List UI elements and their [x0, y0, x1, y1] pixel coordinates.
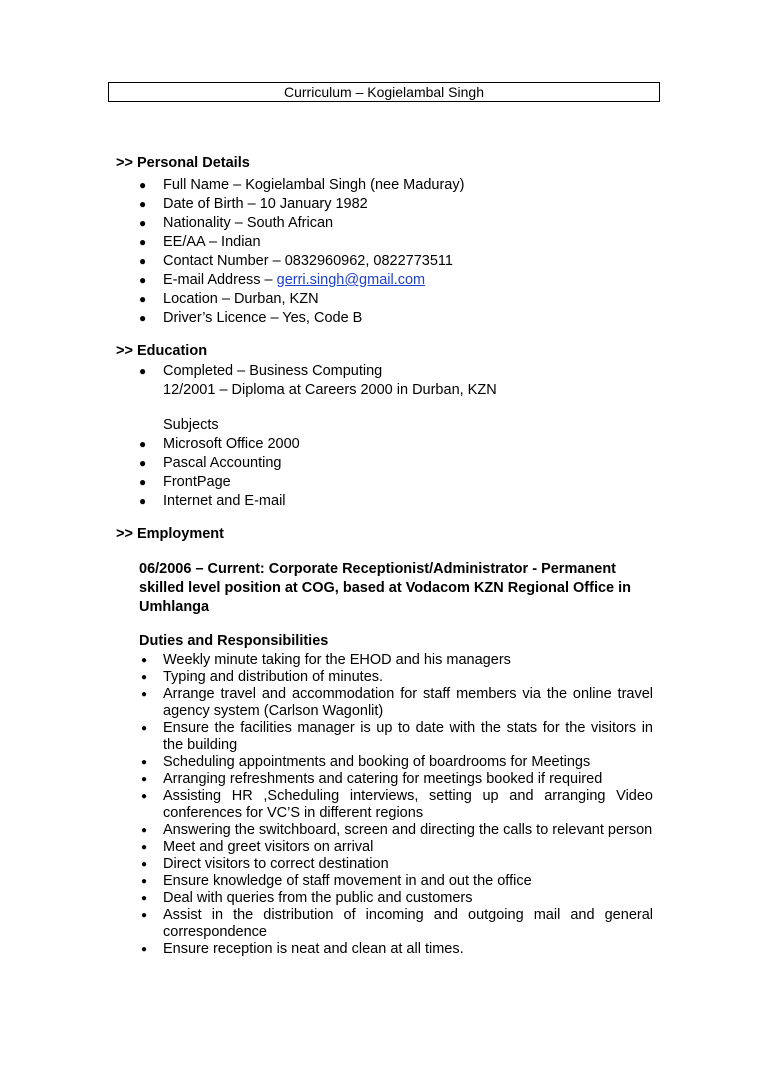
- bullet-icon: ●: [139, 437, 147, 451]
- bullet-icon: ●: [141, 689, 148, 700]
- education-completed-list: [139, 362, 383, 381]
- bullet-icon: ●: [141, 757, 148, 768]
- list-item: ● Answering the switchboard, screen and directing the calls to relevant person: [141, 822, 653, 838]
- list-item: ● Meet and greet visitors on arrival: [141, 839, 374, 855]
- bullet-icon: ●: [141, 944, 148, 955]
- duties-list: [141, 652, 653, 958]
- list-item: ● Driver’s Licence – Yes, Code B: [139, 310, 363, 326]
- list-item: ● Arrange travel and accommodation for staff members via the online travel agency system (Carlson Wagonlit): [141, 686, 653, 719]
- document-title: Curriculum – Kogielambal Singh: [108, 82, 660, 102]
- subjects-label: Subjects: [163, 417, 219, 433]
- bullet-icon: ●: [141, 672, 148, 683]
- bullet-icon: ●: [139, 178, 147, 192]
- bullet-icon: ●: [139, 456, 147, 470]
- list-item: ● Ensure the facilities manager is up to date with the stats for the visitors in the building: [141, 720, 653, 753]
- list-item: ● EE/AA – Indian: [139, 234, 261, 250]
- list-item: ● Full Name – Kogielambal Singh (nee Maduray): [139, 177, 465, 193]
- list-item: ● Completed – Business Computing: [139, 363, 383, 379]
- list-item: ● FrontPage: [139, 474, 231, 490]
- bullet-icon: ●: [139, 254, 147, 268]
- list-item: ● Contact Number – 0832960962, 0822773511: [139, 253, 453, 269]
- list-item: ● Microsoft Office 2000: [139, 436, 300, 452]
- bullet-icon: ●: [139, 235, 147, 249]
- bullet-icon: ●: [141, 910, 148, 921]
- bullet-icon: ●: [139, 273, 147, 287]
- bullet-icon: ●: [141, 825, 148, 836]
- employment-heading: >> Employment: [116, 526, 224, 542]
- list-item: ● Nationality – South African: [139, 215, 334, 231]
- list-item: ● Ensure knowledge of staff movement in and out the office: [141, 873, 532, 889]
- bullet-icon: ●: [141, 791, 148, 802]
- list-item: ● Typing and distribution of minutes.: [141, 669, 384, 685]
- personal-details-heading: >> Personal Details: [116, 155, 250, 171]
- bullet-icon: ●: [139, 292, 147, 306]
- bullet-icon: ●: [141, 842, 148, 853]
- list-item: ● E-mail Address – gerri.singh@gmail.com: [139, 272, 426, 288]
- subjects-list: [139, 435, 300, 511]
- diploma-line: 12/2001 – Diploma at Careers 2000 in Durban, KZN: [163, 382, 497, 398]
- personal-details-list: [139, 176, 465, 328]
- bullet-icon: ●: [141, 774, 148, 785]
- bullet-icon: ●: [141, 893, 148, 904]
- list-item: ● Arranging refreshments and catering for meetings booked if required: [141, 771, 603, 787]
- list-item: ● Internet and E-mail: [139, 493, 286, 509]
- bullet-icon: ●: [139, 364, 147, 378]
- list-item: ● Weekly minute taking for the EHOD and his managers: [141, 652, 511, 668]
- list-item: ● Deal with queries from the public and customers: [141, 890, 473, 906]
- email-link[interactable]: gerri.singh@gmail.com: [276, 272, 426, 288]
- bullet-icon: ●: [141, 876, 148, 887]
- list-item: ● Date of Birth – 10 January 1982: [139, 196, 368, 212]
- bullet-icon: ●: [141, 723, 148, 734]
- bullet-icon: ●: [139, 311, 147, 325]
- bullet-icon: ●: [141, 655, 148, 666]
- education-heading: >> Education: [116, 343, 208, 359]
- job-title: 06/2006 – Current: Corporate Receptionist/Administrator - Permanent skilled level position at COG, based at Vodacom KZN Regional Office in Umhlanga: [139, 561, 632, 615]
- bullet-icon: ●: [141, 859, 148, 870]
- bullet-icon: ●: [139, 197, 147, 211]
- list-item: ● Assisting HR ,Scheduling interviews, setting up and arranging Video conferences for VC’S in different regions: [141, 788, 653, 821]
- list-item: ● Direct visitors to correct destination: [141, 856, 389, 872]
- list-item: ● Ensure reception is neat and clean at all times.: [141, 941, 464, 957]
- list-item: ● Assist in the distribution of incoming and outgoing mail and general correspondence: [141, 907, 653, 940]
- bullet-icon: ●: [139, 475, 147, 489]
- bullet-icon: ●: [139, 494, 147, 508]
- list-item: ● Pascal Accounting: [139, 455, 282, 471]
- list-item: ● Location – Durban, KZN: [139, 291, 319, 307]
- bullet-icon: ●: [139, 216, 147, 230]
- duties-heading: Duties and Responsibilities: [139, 633, 329, 649]
- list-item: ● Scheduling appointments and booking of boardrooms for Meetings: [141, 754, 591, 770]
